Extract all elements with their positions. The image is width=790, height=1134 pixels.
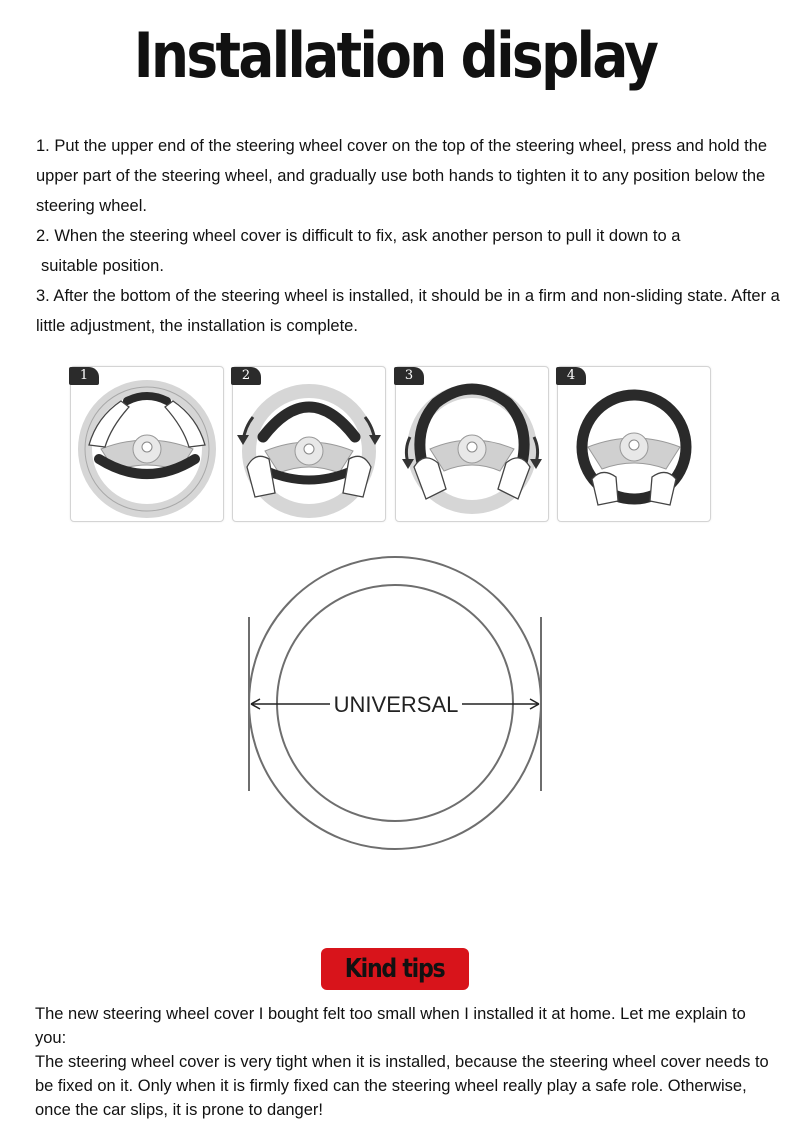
steering-wheel-illustration-4 [558,367,710,521]
install-step-2-image [232,366,386,522]
step-2-text: 2. When the steering wheel cover is difficult to fix, ask another person to pull it down to a [36,227,681,245]
steering-wheel-illustration-1 [71,367,223,521]
steering-wheel-illustration-3 [396,367,548,521]
universal-label: UNIVERSAL [333,692,459,717]
page-title: Installation display [133,19,657,92]
kind-tips-label: Kind tips [345,954,445,984]
install-step-3-image [395,366,549,522]
tips-paragraph-1: The new steering wheel cover I bought felt too small when I installed it at home. Let me explain to you: [35,1005,746,1047]
steering-wheel-illustration-2 [233,367,385,521]
universal-size-diagram [240,555,550,855]
step-number-badge: 1 [69,367,99,385]
step-3-text: 3. After the bottom of the steering wheel is installed, it should be in a firm and non-sliding state. After a little adjustment, the installation is complete. [36,287,780,335]
tips-paragraph-2: The steering wheel cover is very tight when it is installed, because the steering wheel cover needs to be fixed on it. Only when it is firmly fixed can the steering wheel really play a safe role. Otherwise, once the car slips, it is prone to danger! [35,1053,769,1119]
kind-tips-notes [35,1002,780,1122]
install-step-4-image [557,366,711,522]
step-2-continued-text: suitable position. [41,257,164,275]
step-1-text: 1. Put the upper end of the steering wheel cover on the top of the steering wheel, press and hold the upper part of the steering wheel, and gradually use both hands to tighten it to any position below the steering wheel. [36,137,768,215]
step-number-badge: 2 [231,367,261,385]
installation-steps [36,131,781,341]
kind-tips-banner [321,948,469,990]
install-step-1-image [70,366,224,522]
step-number-badge: 4 [556,367,586,385]
step-number-badge: 3 [394,367,424,385]
